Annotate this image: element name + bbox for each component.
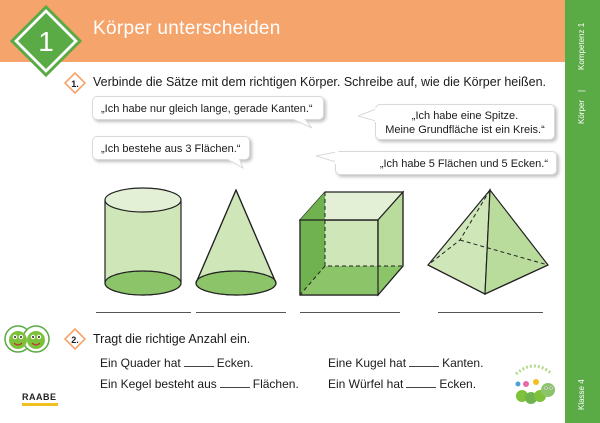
task-1-instruction: Verbinde die Sätze mit dem richtigen Körper. Schreibe auf, wie die Körper heißen. — [93, 75, 547, 89]
fill-row-3-suffix: Flächen. — [252, 377, 299, 391]
publisher-logo-bar — [22, 403, 58, 406]
fill-row-kugel — [328, 356, 483, 370]
answer-line-cube[interactable] — [300, 312, 400, 313]
task-1-number: 1. — [71, 79, 79, 89]
fill-row-4-prefix: Ein Würfel hat — [328, 377, 404, 391]
fill-row-1-prefix: Ein Quader hat — [100, 356, 181, 370]
cube-icon — [300, 192, 403, 295]
bubble-2-line-2: Meine Grundfläche ist ein Kreis.“ — [385, 124, 545, 136]
fill-row-kegel — [100, 377, 299, 391]
fill-row-1-suffix: Ecken. — [216, 356, 254, 370]
answer-line-cone[interactable] — [196, 312, 286, 313]
task-2-diamond-icon — [64, 328, 86, 350]
bubble-4-text: „Ich habe 5 Flächen und 5 Ecken.“ — [379, 158, 548, 170]
publisher-logo: RAABE — [22, 392, 57, 402]
partner-work-icon — [2, 322, 52, 356]
blank-input-1[interactable] — [184, 356, 214, 367]
bubble-2-line-1: „Ich habe eine Spitze. — [411, 110, 519, 122]
pyramid-icon — [428, 190, 548, 294]
fill-row-3-prefix: Ein Kegel besteht aus — [100, 377, 217, 391]
page-title: Körper unterscheiden — [93, 18, 281, 39]
fill-row-wuerfel — [328, 377, 476, 391]
answer-line-pyramid[interactable] — [438, 312, 543, 313]
caterpillar-mascot-icon — [510, 358, 558, 410]
cylinder-icon — [105, 188, 181, 295]
fill-row-4-suffix: Ecken. — [439, 377, 477, 391]
blank-input-2[interactable] — [409, 356, 439, 367]
answer-line-cylinder[interactable] — [96, 312, 191, 313]
fill-row-2-suffix: Kanten. — [442, 356, 484, 370]
task-2-instruction: Tragt die richtige Anzahl ein. — [93, 332, 251, 346]
blank-input-3[interactable] — [220, 377, 250, 388]
bubble-3-text: „Ich bestehe aus 3 Flächen.“ — [101, 143, 241, 155]
sidebar-topic: Körper — [577, 99, 586, 124]
sidebar-grade: Klasse 4 — [577, 379, 586, 410]
sidebar-separator: | — [577, 89, 586, 92]
task-2-number: 2. — [71, 335, 79, 345]
fill-row-quader — [100, 356, 253, 370]
cone-icon — [196, 190, 276, 295]
blank-input-4[interactable] — [406, 377, 436, 388]
fill-row-2-prefix: Eine Kugel hat — [328, 356, 407, 370]
bubble-1-text: „Ich habe nur gleich lange, gerade Kanten.“ — [101, 103, 313, 115]
sidebar-competence: Kompetenz 1 — [577, 22, 586, 70]
chapter-number: 1 — [38, 26, 54, 57]
